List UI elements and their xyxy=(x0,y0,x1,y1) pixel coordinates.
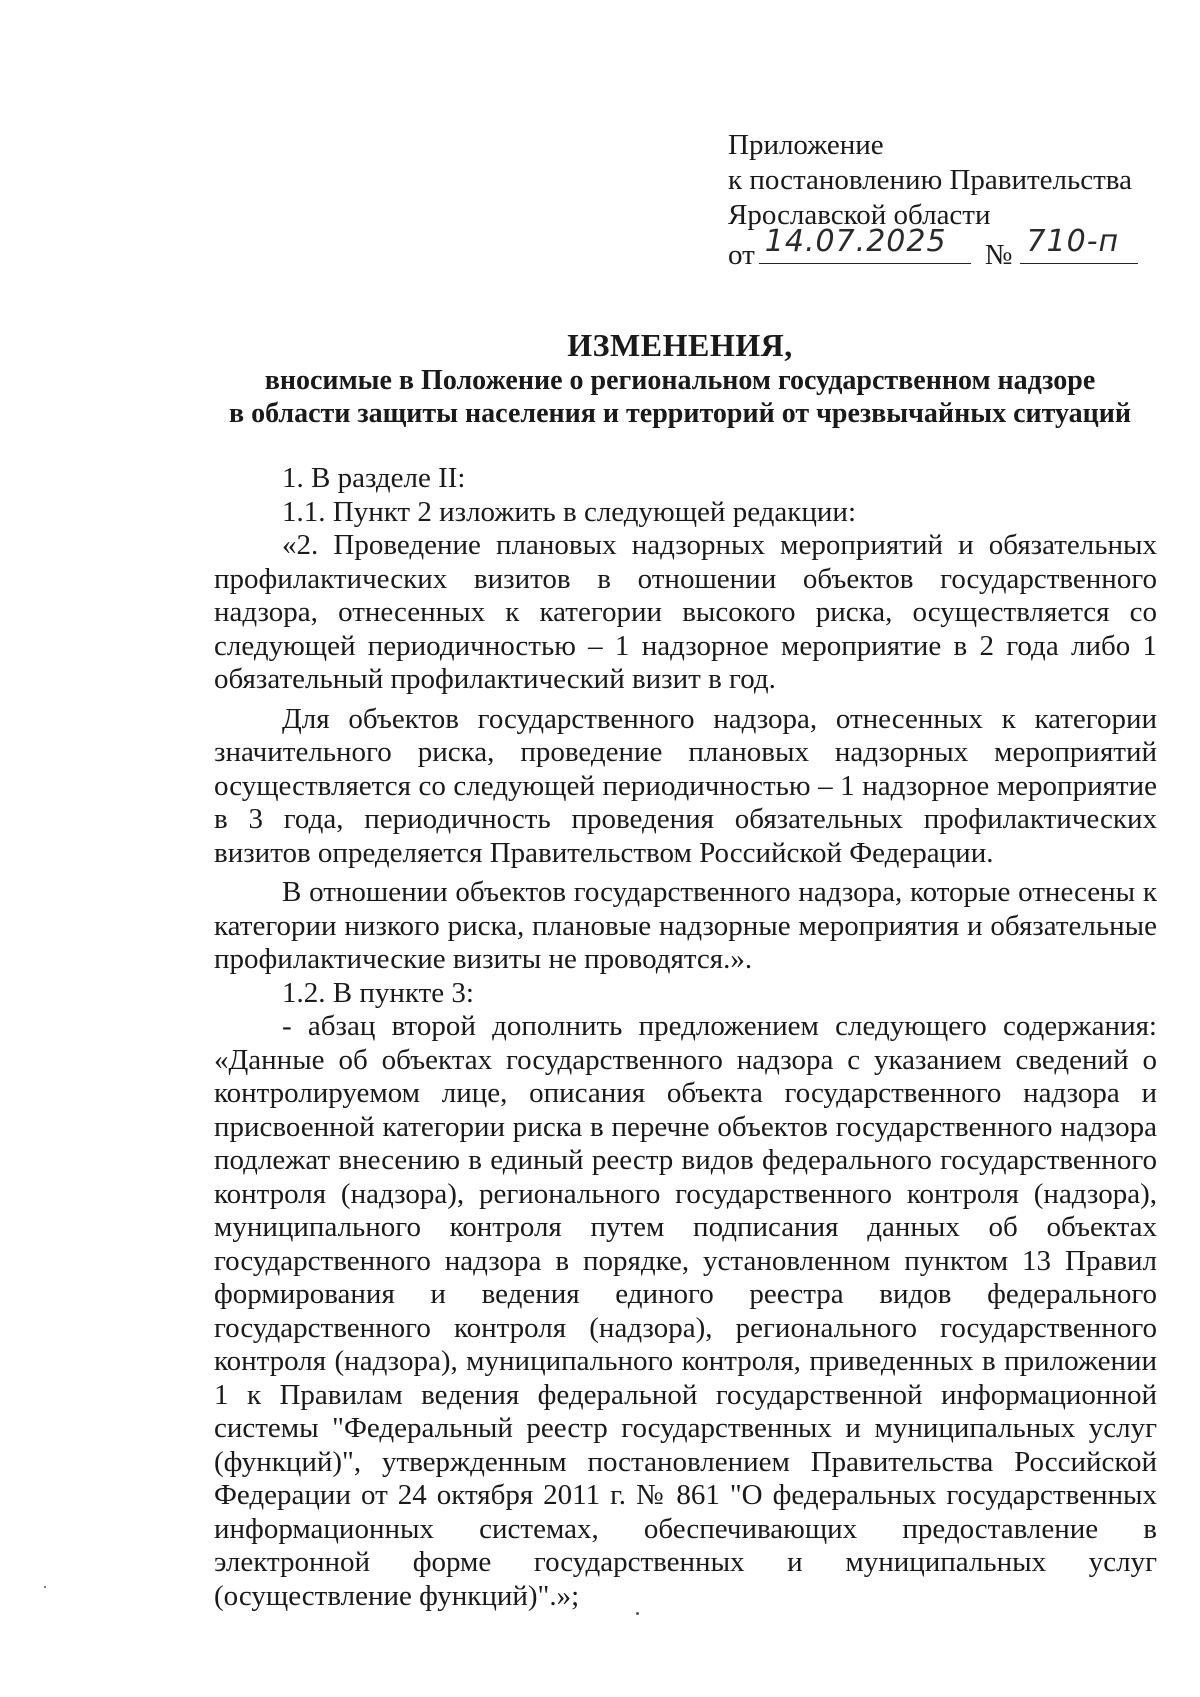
attachment-header xyxy=(728,128,1138,271)
attachment-date-number-line xyxy=(728,224,1138,271)
paragraph-item-1-2: 1.2. В пункте 3: xyxy=(282,976,474,1009)
number-field xyxy=(1020,224,1138,264)
attachment-decree-ref: к постановлению Правительства xyxy=(728,164,1132,196)
scan-speck xyxy=(44,1586,46,1588)
paragraph-low-risk: В отношении объектов государственного надзора, которые отнесены к категории низкого риска, плановые надзорные мероприятия и обязательные профилактические визиты не проводятся.». xyxy=(214,876,1157,975)
attachment-region: Ярославской области xyxy=(728,199,991,231)
number-label: № xyxy=(984,239,1013,271)
document-heading xyxy=(205,326,1155,430)
paragraph-significant-risk: Для объектов государственного надзора, отнесенных к категории значительного риска, проведение плановых надзорных мероприятий осуществляется со следующей периодичностью – 1 надзорное мероприятие в 3 года, периодичность проведения обязательных профилактических визитов определяется Правительством Российской Федерации. xyxy=(214,702,1157,869)
paragraph-section: 1. В разделе II: xyxy=(282,462,466,494)
paragraph-item-1-1: 1.1. Пункт 2 изложить в следующей редакции: xyxy=(282,495,857,528)
paragraph-registry-addition: - абзац второй дополнить предложением следующего содержания: «Данные об объектах государственного надзора с указанием сведений о контролируемом лице, описания объекта государственного надзора и присвоенной категории риска в перечне объектов государственного надзора подлежат внесению в единый реестр видов федерального государственного контроля (надзора), регионального государственного контроля (надзора), муниципального контроля путем подписания данных об объектах государственного надзора в порядке, установленном пунктом 13 Правил формирования и ведения единого реестра видов федерального государственного контроля (надзора), регионального государственного контроля (надзора), муниципального контроля, приведенных в приложении 1 к Правилам ведения федеральной государственной информационной системы "Федеральный реестр государственных и муниципальных услуг (функций)", утвержденным постановлением Правительства Российской Федерации от 24 октября 2011 г. № 861 "О федеральных государственных информационных системах, обеспечивающих предоставление в электронной форме государственных и муниципальных услуг (осуществление функций)".»; xyxy=(214,1010,1157,1612)
document-body xyxy=(214,462,1157,1613)
scan-speck xyxy=(636,1612,639,1615)
document-subtitle-line1: вносимые в Положение о региональном государственном надзоре xyxy=(264,365,1096,396)
document-title: ИЗМЕНЕНИЯ, xyxy=(567,327,793,363)
document-subtitle-line2: в области защиты населения и территорий от чрезвычайных ситуаций xyxy=(228,398,1132,429)
from-label: от xyxy=(728,239,755,271)
date-field xyxy=(759,224,971,264)
handwritten-date: 14.07.2025 xyxy=(764,224,947,259)
attachment-label: Приложение xyxy=(728,129,884,161)
handwritten-number: 710-п xyxy=(1026,224,1120,259)
paragraph-item-2-text: «2. Проведение плановых надзорных мероприятий и обязательных профилактических визитов в отношении объектов государственного надзора, отнесенных к категории высокого риска, осуществляется со следующей периодичностью – 1 надзорное мероприятие в 2 года либо 1 обязательный профилактический визит в год. xyxy=(214,529,1157,695)
